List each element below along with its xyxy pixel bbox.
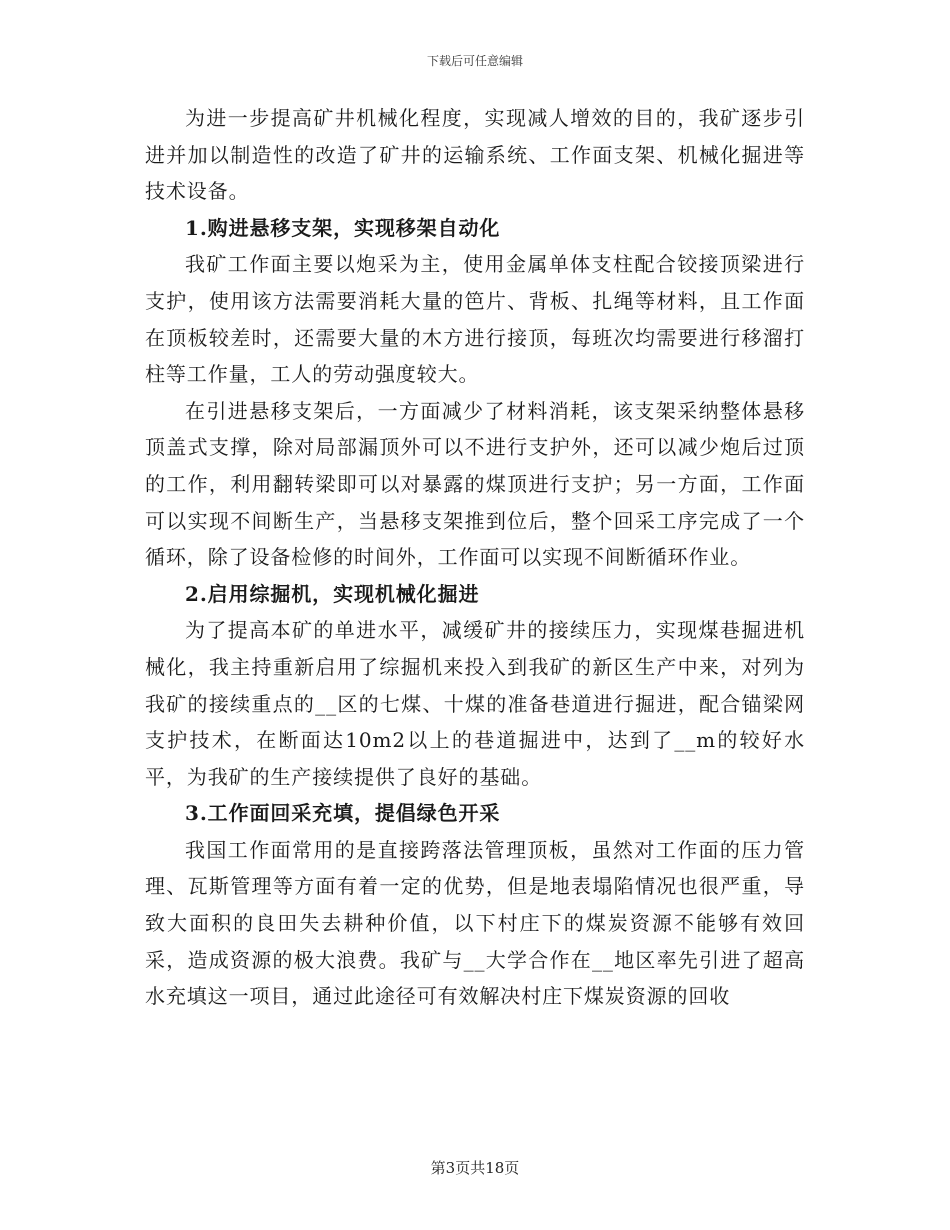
page-footer: 第3页共18页 xyxy=(430,1159,520,1177)
paragraph-1b: 在引进悬移支架后，一方面减少了材料消耗，该支架采纳整体悬移顶盖式支撑，除对局部漏顶外可以不进行支护外，还可以减少炮后过顶的工作，利用翻转梁即可以对暴露的煤顶进行支护；另一方面，工作面可以实现不间断生产，当悬移支架推到位后，整个回采工序完成了一个循环，除了设备检修的时间外，工作面可以实现不间断循环作业。 xyxy=(145,398,805,570)
document-body xyxy=(145,100,805,1015)
section-heading-2: 2.启用综掘机，实现机械化掘进 xyxy=(185,581,480,606)
page-header: 下载后可任意编辑 xyxy=(426,54,523,68)
paragraph-2: 为了提高本矿的单进水平，减缓矿井的接续压力，实现煤巷掘进机械化，我主持重新启用了综掘机来投入到我矿的新区生产中来，对列为我矿的接续重点的__区的七煤、十煤的准备巷道进行掘进，配合锚梁网支护技术，在断面达10m2以上的巷道掘进中，达到了__m的较好水平，为我矿的生产接续提供了良好的基础。 xyxy=(145,618,805,789)
paragraph-1a: 我矿工作面主要以炮采为主，使用金属单体支柱配合铰接顶梁进行支护，使用该方法需要消耗大量的笆片、背板、扎绳等材料，且工作面在顶板较差时，还需要大量的木方进行接顶，每班次均需要进行移溜打柱等工作量，工人的劳动强度较大。 xyxy=(145,252,805,387)
section-heading-3: 3.工作面回采充填，提倡绿色开采 xyxy=(185,801,501,826)
section-heading-1: 1.购进悬移支架，实现移架自动化 xyxy=(185,215,501,240)
paragraph-3: 我国工作面常用的是直接跨落法管理顶板，虽然对工作面的压力管理、瓦斯管理等方面有着一定的优势，但是地表塌陷情况也很严重，导致大面积的良田失去耕种价值，以下村庄下的煤炭资源不能够有效回采，造成资源的极大浪费。我矿与__大学合作在__地区率先引进了超高水充填这一项目，通过此途径可有效解决村庄下煤炭资源的回收 xyxy=(145,837,805,1009)
paragraph-intro: 为进一步提高矿井机械化程度，实现减人增效的目的，我矿逐步引进并加以制造性的改造了矿井的运输系统、工作面支架、机械化掘进等技术设备。 xyxy=(145,106,805,204)
